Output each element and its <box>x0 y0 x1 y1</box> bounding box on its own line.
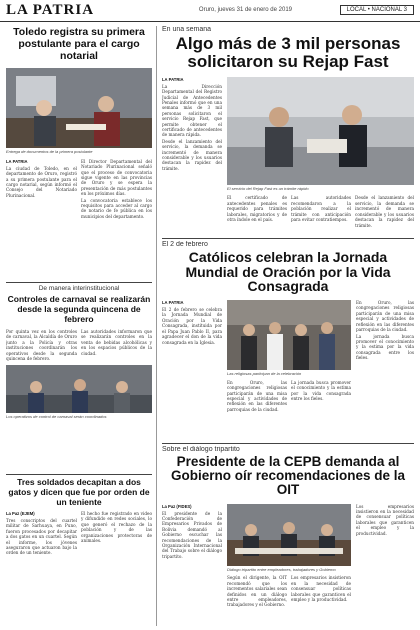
left-divider <box>6 282 152 283</box>
second-story <box>162 241 414 441</box>
second-story-paragraph: En Oruro, las congregaciones religiosas participarán de una misa especial y actividades de reflexión en las diferentes parroquias de la ciudad. <box>227 379 287 412</box>
left-mid-caption: Los operativos de control de carnaval serán coordinados <box>6 414 107 420</box>
top-story-photo <box>227 77 414 185</box>
left-bottom-article <box>6 477 152 627</box>
left-mid-headline: Controles de carnaval se realizarán desde la segunda quincena de febrero <box>7 294 151 324</box>
left-top-caption: Entrega de documentos de la primera postulante <box>6 149 93 154</box>
left-bottom-headline: Tres soldados decapitan a dos gatos y dicen que fue por orden de un teniente <box>8 477 150 507</box>
left-mid-article <box>6 285 152 471</box>
second-story-paragraph: El 2 de febrero se celebra la Jornada Mundial de Oración por la Vida Consagrada, instituida por el Papa Juan Pablo II, para agradecer el don de la vida consagrada en la Iglesia. <box>162 307 222 345</box>
third-story-source: La Paz (FIDES) <box>162 503 192 509</box>
second-story-source: LA PATRIA <box>162 300 184 306</box>
second-story-paragraph: La jornada busca promover el conocimiento y la estima por la vida consagrada entre los fieles. <box>291 379 351 402</box>
second-story-kicker: El 2 de febrero <box>162 241 208 248</box>
third-story-kicker: Sobre el diálogo tripartito <box>162 446 240 453</box>
third-story-headline: Presidente de la CEPB demanda al Gobierno oír recomendaciones de la OIT <box>170 454 406 498</box>
masthead <box>0 0 420 22</box>
left-top-photo <box>6 68 152 148</box>
left-top-paragraph: La convocatoria establece los requisitos para acceder al cargo de notario de fe pública en los municipios del departamento. <box>81 197 152 219</box>
newspaper-logo: LA PATRIA <box>6 2 95 18</box>
left-mid-paragraph: Por quinta vez en los controles de carnaval, la Alcaldía de Oruro junto a la Policía y otras instituciones coordinarán los operativos desde la segunda quincena de febrero. <box>6 329 77 362</box>
second-story-caption: Las religiosas participan de la celebración <box>227 371 302 377</box>
top-story-source: LA PATRIA <box>162 76 184 82</box>
photo-image <box>227 504 351 566</box>
section-label: LOCAL • NACIONAL 3 <box>340 5 414 15</box>
top-story-paragraph: La Dirección Departamental del Registro Judicial de Antecedentes Penales informó que en una semana más de 3 mil personas solicitaron el servicio Rejap Fast, que permite obtener el certificado de antecedentes de manera rápida. <box>162 83 222 138</box>
top-story-paragraph: Desde el lanzamiento del servicio, la demanda se incrementó de manera considerable y los usuarios destacan la rapidez del trámite. <box>355 195 414 228</box>
third-story-paragraph: Los empresarios insistieron en la necesidad de consensuar políticas laborales que garanticen el empleo y la productividad. <box>291 575 351 602</box>
right-divider <box>162 238 414 239</box>
left-mid-kicker: De manera interinstitucional <box>38 285 120 292</box>
top-story-paragraph: Las autoridades recomendaron a la población realizar el trámite con anticipación para evitar contratiempos. <box>291 195 351 223</box>
third-story-paragraph: Según el dirigente, la OIT recomendó que los incrementos salariales sean definidos en un diálogo entre empleadores, trabajadores y el Gobierno. <box>227 575 287 608</box>
top-story-paragraph: El certificado de antecedentes penales es requerido para trámites laborales, migratorios y de otra índole en el país. <box>227 195 287 223</box>
second-story-headline: Católicos celebran la Jornada Mundial de Oración por la Vida Consagrada <box>185 249 391 295</box>
column-divider <box>156 26 157 626</box>
third-story-paragraph: El presidente de la Confederación de Empresarios Privados de Bolivia demandó al Gobierno escuchar las recomendaciones de la Organización Internacional del Trabajo sobre el diálogo tripartito. <box>162 510 222 559</box>
third-story-photo <box>227 504 351 566</box>
left-top-headline: Toledo registra su primera postulante para el cargo notarial <box>13 26 145 62</box>
left-bottom-source: La Paz (EJEM) <box>6 511 35 516</box>
left-mid-photo <box>6 365 152 413</box>
left-bottom-paragraph: Tres conscriptos del cuartel militar de Sarhuaya, en Puno, fueron procesados por decapitar a dos gatos en un cuartel. Según el informe, los jóvenes aseguraron que actuaron bajo la orden de un teniente. <box>6 518 77 556</box>
photo-image <box>6 365 152 413</box>
photo-image <box>6 68 152 148</box>
photo-image <box>227 77 414 185</box>
second-story-photo <box>227 300 351 370</box>
left-divider <box>6 474 152 475</box>
left-top-paragraph: La ciudad de Toledo, en el departamento de Oruro, registró a su primera postulante para el cargo notarial, según informó el Consejo del Notariado Plurinacional. <box>6 165 77 198</box>
second-story-paragraph: En Oruro, las congregaciones religiosas participarán de una misa especial y actividades de reflexión en las diferentes parroquias de la ciudad. <box>356 300 414 333</box>
top-story <box>162 26 414 236</box>
third-story-paragraph: Los empresarios insistieron en la necesidad de consensuar políticas laborales que garanticen el empleo y la productividad. <box>356 503 414 536</box>
top-story-headline: Algo más de 3 mil personas solicitaron su Rejap Fast <box>175 34 401 71</box>
third-story <box>162 446 414 626</box>
page-number: 3 <box>403 7 407 13</box>
left-top-article <box>6 26 152 280</box>
photo-image <box>227 300 351 370</box>
left-top-source: LA PATRIA <box>6 158 28 164</box>
second-story-paragraph: La jornada busca promover el conocimiento y la estima por la vida consagrada entre los fieles. <box>356 333 414 361</box>
top-story-caption: El servicio del Rejap Fast es un trámite rápido <box>227 185 309 191</box>
top-story-paragraph: Desde el lanzamiento del servicio, la demanda se incrementó de manera considerable y los usuarios destacan la rapidez del trámite. <box>162 138 222 171</box>
left-mid-paragraph: Las autoridades informaron que se realizarán controles en la venta de bebidas alcohólicas y en los espacios públicos de la ciudad. <box>81 329 152 356</box>
dateline: Oruro, jueves 31 de enero de 2019 <box>198 7 292 13</box>
top-story-kicker: En una semana <box>162 26 212 33</box>
left-top-paragraph: El Director Departamental del Notariado Plurinacional señaló que el proceso de convocatoria sigue vigente en las provincias de Oruro y se espera la presentación de más postulantes en los próximos días. <box>81 158 152 197</box>
third-story-caption: Diálogo tripartito entre empleadores, trabajadores y Gobierno <box>227 566 336 572</box>
left-bottom-paragraph: El hecho fue registrado en video y difundido en redes sociales, lo que generó el rechazo de la población y de las organizaciones protectoras de animales. <box>81 511 152 544</box>
right-divider <box>162 443 414 444</box>
